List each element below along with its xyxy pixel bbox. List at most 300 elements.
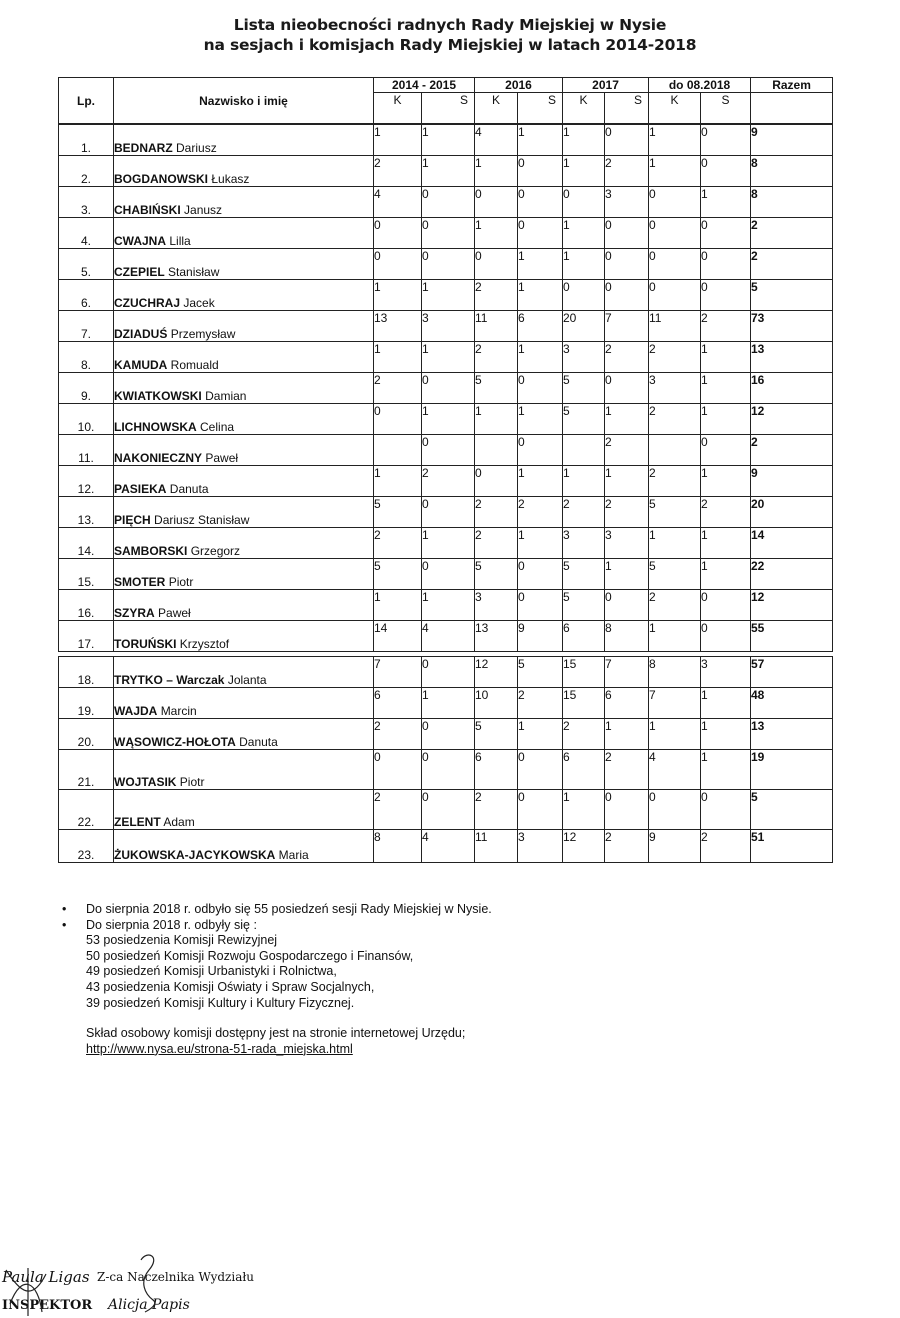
row-number: 16. [59, 590, 114, 621]
absence-k-2017 [563, 435, 605, 466]
councillor-given-name: Janusz [184, 203, 223, 217]
table-row [59, 249, 833, 280]
absence-k-2017: 5 [563, 373, 605, 404]
absence-k-2014-2015: 0 [374, 404, 422, 435]
absence-s-2016: 2 [518, 497, 563, 528]
councillor-given-name: Damian [205, 389, 247, 403]
absence-k-2017: 1 [563, 156, 605, 187]
row-number: 15. [59, 559, 114, 590]
absence-k-2018: 0 [649, 218, 701, 249]
absence-k-2014-2015: 0 [374, 218, 422, 249]
header-k: K [649, 93, 701, 124]
absence-s-2014-2015: 0 [422, 373, 475, 404]
absence-k-2014-2015: 14 [374, 621, 422, 652]
absence-total: 9 [751, 466, 833, 497]
absence-s-2014-2015: 4 [422, 621, 475, 652]
bullet-icon: • [62, 917, 67, 932]
absence-k-2018: 5 [649, 559, 701, 590]
absence-s-2017: 2 [605, 497, 649, 528]
absence-k-2017: 1 [563, 125, 605, 156]
table-row [59, 750, 833, 790]
absence-s-2016: 1 [518, 719, 563, 750]
absence-k-2017: 1 [563, 218, 605, 249]
absence-s-2018: 2 [701, 311, 751, 342]
absence-k-2014-2015: 0 [374, 750, 422, 790]
absence-k-2016: 6 [475, 750, 518, 790]
absence-s-2018: 1 [701, 559, 751, 590]
row-number: 4. [59, 218, 114, 249]
absence-s-2016: 0 [518, 750, 563, 790]
absence-s-2016: 1 [518, 280, 563, 311]
absence-s-2016: 1 [518, 466, 563, 497]
councillor-given-name: Adam [163, 815, 195, 829]
row-number: 2. [59, 156, 114, 187]
absence-k-2018: 1 [649, 621, 701, 652]
signature-right-name: Alicja Papis [108, 1297, 190, 1313]
absence-s-2018: 2 [701, 830, 751, 863]
absence-k-2018: 9 [649, 830, 701, 863]
commission-item: 49 posiedzeń Komisji Urbanistyki i Rolnictwa, [86, 964, 337, 979]
councillor-surname: SZYRA [114, 606, 155, 620]
document-title-line2: na sesjach i komisjach Rady Miejskiej w latach 2014-2018 [203, 36, 697, 54]
absence-s-2014-2015: 0 [422, 249, 475, 280]
absence-s-2018: 0 [701, 590, 751, 621]
absence-k-2018 [649, 435, 701, 466]
absence-total: 55 [751, 621, 833, 652]
absence-s-2018: 1 [701, 688, 751, 719]
absence-total: 51 [751, 830, 833, 863]
header-period-2014-2015: 2014 - 2015 [374, 78, 475, 93]
table-row [59, 497, 833, 528]
councillor-name [114, 790, 374, 830]
absence-k-2017: 15 [563, 688, 605, 719]
councillor-given-name: Paweł [205, 451, 239, 465]
row-number: 21. [59, 750, 114, 790]
councillor-surname: ŻUKOWSKA-JACYKOWSKA [114, 848, 276, 862]
absence-k-2014-2015: 6 [374, 688, 422, 719]
absence-total: 19 [751, 750, 833, 790]
councillor-name [114, 830, 374, 863]
absence-k-2016: 11 [475, 311, 518, 342]
absence-total: 2 [751, 249, 833, 280]
commission-item: 39 posiedzeń Komisji Kultury i Kultury Fizycznej. [86, 995, 355, 1010]
absence-k-2017: 1 [563, 249, 605, 280]
councillor-given-name: Stanisław [168, 265, 220, 279]
table-row [59, 621, 833, 652]
absence-s-2017: 3 [605, 187, 649, 218]
councillor-given-name: Dariusz [176, 141, 217, 155]
table-row [59, 156, 833, 187]
absence-k-2017: 5 [563, 404, 605, 435]
absence-k-2016: 2 [475, 497, 518, 528]
absence-s-2016: 2 [518, 688, 563, 719]
table-row [59, 688, 833, 719]
absence-s-2014-2015: 1 [422, 125, 475, 156]
councillor-name [114, 750, 374, 790]
absence-k-2018: 2 [649, 466, 701, 497]
absence-total: 5 [751, 280, 833, 311]
absence-k-2016 [475, 435, 518, 466]
absence-total: 8 [751, 156, 833, 187]
absence-k-2018: 8 [649, 657, 701, 688]
note-sessions-text: Do sierpnia 2018 r. odbyło się 55 posiedzeń sesji Rady Miejskiej w Nysie. [86, 902, 492, 916]
council-page-link[interactable]: http://www.nysa.eu/strona-51-rada_miejska.html [86, 1041, 353, 1056]
councillor-surname: CZEPIEL [114, 265, 165, 279]
absence-k-2014-2015: 5 [374, 497, 422, 528]
councillor-given-name: Krzysztof [179, 637, 230, 651]
commission-item: 53 posiedzenia Komisji Rewizyjnej [86, 933, 278, 948]
absence-s-2014-2015: 0 [422, 790, 475, 830]
header-s: S [422, 93, 475, 124]
absence-k-2017: 1 [563, 466, 605, 497]
absence-s-2017: 0 [605, 790, 649, 830]
absence-k-2018: 1 [649, 719, 701, 750]
councillor-surname: BOGDANOWSKI [114, 172, 208, 186]
absence-k-2017: 20 [563, 311, 605, 342]
absence-s-2014-2015: 0 [422, 750, 475, 790]
table-row [59, 559, 833, 590]
absence-k-2016: 2 [475, 790, 518, 830]
row-number: 8. [59, 342, 114, 373]
header-total-blank [751, 93, 833, 124]
absence-k-2018: 0 [649, 280, 701, 311]
absence-s-2017: 3 [605, 528, 649, 559]
absence-s-2014-2015: 4 [422, 830, 475, 863]
absence-s-2018: 1 [701, 466, 751, 497]
header-k: K [374, 93, 422, 124]
row-number: 14. [59, 528, 114, 559]
absence-k-2018: 2 [649, 342, 701, 373]
absence-s-2016: 1 [518, 125, 563, 156]
absence-s-2016: 0 [518, 790, 563, 830]
councillor-name [114, 249, 374, 280]
absence-k-2018: 4 [649, 750, 701, 790]
absence-s-2014-2015: 1 [422, 528, 475, 559]
absence-k-2017: 5 [563, 590, 605, 621]
absence-k-2018: 2 [649, 404, 701, 435]
document-title-line1: Lista nieobecności radnych Rady Miejskiej w Nysie [233, 16, 667, 34]
absence-k-2017: 12 [563, 830, 605, 863]
councillor-surname: TORUŃSKI [114, 637, 177, 651]
absence-s-2018: 1 [701, 750, 751, 790]
row-number: 19. [59, 688, 114, 719]
header-k: K [563, 93, 605, 124]
absence-k-2016: 2 [475, 528, 518, 559]
commission-item: 50 posiedzeń Komisji Rozwoju Gospodarczego i Finansów, [86, 948, 414, 963]
absence-k-2017: 15 [563, 657, 605, 688]
table-row [59, 590, 833, 621]
councillor-given-name: Romuald [170, 358, 219, 372]
absence-s-2017: 2 [605, 342, 649, 373]
absence-k-2016: 1 [475, 218, 518, 249]
absence-k-2018: 1 [649, 156, 701, 187]
absence-s-2016: 0 [518, 156, 563, 187]
absence-s-2016: 1 [518, 404, 563, 435]
councillor-surname: PIĘCH [114, 513, 151, 527]
councillor-name [114, 342, 374, 373]
absence-s-2016: 3 [518, 830, 563, 863]
absence-k-2014-2015: 2 [374, 156, 422, 187]
absence-k-2014-2015: 2 [374, 373, 422, 404]
absence-total: 57 [751, 657, 833, 688]
councillor-name [114, 311, 374, 342]
councillor-name [114, 373, 374, 404]
absence-k-2016: 4 [475, 125, 518, 156]
note-commissions [62, 918, 492, 934]
councillor-name [114, 497, 374, 528]
absence-s-2014-2015: 2 [422, 466, 475, 497]
absence-s-2014-2015: 0 [422, 435, 475, 466]
councillor-given-name: Paweł [158, 606, 191, 620]
absence-total: 20 [751, 497, 833, 528]
absence-s-2017: 2 [605, 750, 649, 790]
absence-s-2017: 7 [605, 657, 649, 688]
absence-s-2018: 0 [701, 156, 751, 187]
absence-k-2016: 0 [475, 466, 518, 497]
absence-s-2017: 2 [605, 435, 649, 466]
row-number: 3. [59, 187, 114, 218]
signature-left-role: INSPEKTOR [2, 1298, 93, 1313]
absence-k-2016: 2 [475, 280, 518, 311]
councillor-name [114, 218, 374, 249]
absence-k-2016: 0 [475, 249, 518, 280]
absence-s-2016: 0 [518, 590, 563, 621]
absence-s-2018: 1 [701, 373, 751, 404]
absence-s-2018: 0 [701, 790, 751, 830]
absence-s-2018: 1 [701, 404, 751, 435]
absence-k-2016: 3 [475, 590, 518, 621]
row-number: 9. [59, 373, 114, 404]
absence-s-2014-2015: 1 [422, 688, 475, 719]
councillor-surname: NAKONIECZNY [114, 451, 203, 465]
absence-s-2017: 2 [605, 156, 649, 187]
absence-s-2014-2015: 0 [422, 657, 475, 688]
absence-s-2016: 0 [518, 187, 563, 218]
absence-s-2017: 0 [605, 249, 649, 280]
absence-k-2018: 5 [649, 497, 701, 528]
absence-k-2014-2015: 1 [374, 342, 422, 373]
absence-k-2017: 3 [563, 342, 605, 373]
absence-k-2016: 10 [475, 688, 518, 719]
absence-s-2016: 6 [518, 311, 563, 342]
councillor-surname: CWAJNA [114, 234, 167, 248]
absence-s-2014-2015: 1 [422, 342, 475, 373]
table-row [59, 528, 833, 559]
absence-s-2014-2015: 0 [422, 497, 475, 528]
councillor-name [114, 590, 374, 621]
commission-item: 43 posiedzenia Komisji Oświaty i Spraw Socjalnych, [86, 979, 375, 994]
row-number: 18. [59, 657, 114, 688]
absence-k-2014-2015: 4 [374, 187, 422, 218]
absence-s-2014-2015: 0 [422, 559, 475, 590]
signature-scribble-icon [2, 1262, 57, 1318]
absence-s-2014-2015: 0 [422, 719, 475, 750]
absence-k-2018: 0 [649, 249, 701, 280]
councillor-given-name: Piotr [168, 575, 194, 589]
absence-k-2016: 0 [475, 187, 518, 218]
absence-s-2016: 1 [518, 342, 563, 373]
table-row [59, 657, 833, 688]
absence-s-2016: 0 [518, 373, 563, 404]
absence-s-2014-2015: 1 [422, 590, 475, 621]
councillor-surname: KAMUDA [114, 358, 168, 372]
table-row [59, 830, 833, 863]
absence-s-2016: 0 [518, 218, 563, 249]
row-number: 10. [59, 404, 114, 435]
councillor-surname: CZUCHRAJ [114, 296, 180, 310]
absence-total: 8 [751, 187, 833, 218]
councillor-surname: SMOTER [114, 575, 166, 589]
absence-k-2016: 1 [475, 404, 518, 435]
absence-k-2014-2015: 1 [374, 466, 422, 497]
absence-total: 9 [751, 125, 833, 156]
absence-k-2017: 6 [563, 621, 605, 652]
absence-s-2018: 2 [701, 497, 751, 528]
councillor-name [114, 404, 374, 435]
absence-k-2014-2015: 7 [374, 657, 422, 688]
absence-s-2016: 1 [518, 528, 563, 559]
absence-s-2018: 1 [701, 719, 751, 750]
absence-k-2017: 3 [563, 528, 605, 559]
row-number: 11. [59, 435, 114, 466]
councillor-given-name: Jacek [183, 296, 215, 310]
absence-s-2018: 0 [701, 125, 751, 156]
absence-s-2016: 0 [518, 435, 563, 466]
councillor-surname: KWIATKOWSKI [114, 389, 202, 403]
note-commissions-text: Do sierpnia 2018 r. odbyły się : [86, 917, 257, 932]
table-row [59, 435, 833, 466]
councillor-given-name: Lilla [169, 234, 191, 248]
row-number: 5. [59, 249, 114, 280]
absence-s-2016: 1 [518, 249, 563, 280]
signature-right-role: Z-ca Naczelnika Wydziału [97, 1270, 254, 1284]
absence-k-2017: 0 [563, 187, 605, 218]
absence-s-2018: 3 [701, 657, 751, 688]
absence-s-2018: 0 [701, 621, 751, 652]
councillor-surname: TRYTKO – Warczak [114, 673, 225, 687]
header-period-2017: 2017 [563, 78, 649, 93]
councillor-name [114, 435, 374, 466]
councillor-name [114, 559, 374, 590]
absence-k-2017: 2 [563, 719, 605, 750]
absence-k-2016: 2 [475, 342, 518, 373]
councillor-name [114, 280, 374, 311]
absence-s-2014-2015: 1 [422, 156, 475, 187]
absence-k-2018: 1 [649, 125, 701, 156]
absence-k-2014-2015: 1 [374, 280, 422, 311]
absence-total: 2 [751, 435, 833, 466]
councillor-surname: WOJTASIK [114, 775, 177, 789]
councillor-surname: CHABIŃSKI [114, 203, 181, 217]
councillor-surname: SAMBORSKI [114, 544, 188, 558]
absence-s-2016: 5 [518, 657, 563, 688]
absence-k-2018: 1 [649, 528, 701, 559]
row-number: 22. [59, 790, 114, 830]
councillor-given-name: Danuta [239, 735, 278, 749]
row-number: 23. [59, 830, 114, 863]
absence-s-2018: 0 [701, 435, 751, 466]
table-row [59, 790, 833, 830]
absence-s-2017: 0 [605, 280, 649, 311]
header-s: S [605, 93, 649, 124]
absence-total: 13 [751, 342, 833, 373]
row-number: 7. [59, 311, 114, 342]
absence-s-2017: 1 [605, 559, 649, 590]
absence-s-2017: 8 [605, 621, 649, 652]
absence-s-2014-2015: 0 [422, 187, 475, 218]
councillor-name [114, 688, 374, 719]
absence-s-2018: 1 [701, 342, 751, 373]
absence-k-2016: 11 [475, 830, 518, 863]
header-s: S [701, 93, 751, 124]
header-total: Razem [751, 78, 833, 93]
absence-k-2018: 0 [649, 187, 701, 218]
councillor-given-name: Celina [200, 420, 235, 434]
absence-total: 13 [751, 719, 833, 750]
councillor-given-name: Piotr [179, 775, 205, 789]
table-row [59, 466, 833, 497]
row-number: 13. [59, 497, 114, 528]
councillor-given-name: Łukasz [211, 172, 250, 186]
absence-s-2017: 0 [605, 373, 649, 404]
councillor-given-name: Grzegorz [190, 544, 241, 558]
absence-s-2016: 9 [518, 621, 563, 652]
absence-s-2017: 0 [605, 218, 649, 249]
absence-s-2017: 7 [605, 311, 649, 342]
absence-s-2018: 1 [701, 528, 751, 559]
absence-s-2014-2015: 1 [422, 404, 475, 435]
table-row [59, 125, 833, 156]
absence-k-2014-2015: 8 [374, 830, 422, 863]
absence-total: 22 [751, 559, 833, 590]
header-k: K [475, 93, 518, 124]
absence-k-2018: 2 [649, 590, 701, 621]
absence-total: 73 [751, 311, 833, 342]
councillor-given-name: Dariusz Stanisław [154, 513, 250, 527]
notes-section [62, 902, 492, 1057]
absence-k-2018: 7 [649, 688, 701, 719]
absence-total: 5 [751, 790, 833, 830]
absence-total: 12 [751, 590, 833, 621]
councillor-name [114, 466, 374, 497]
header-period-2016: 2016 [475, 78, 563, 93]
absence-k-2016: 5 [475, 719, 518, 750]
absence-k-2014-2015 [374, 435, 422, 466]
table-row [59, 342, 833, 373]
header-s: S [518, 93, 563, 124]
absence-total: 14 [751, 528, 833, 559]
absence-s-2014-2015: 0 [422, 218, 475, 249]
absence-total: 16 [751, 373, 833, 404]
absence-k-2016: 1 [475, 156, 518, 187]
councillor-name [114, 657, 374, 688]
absence-s-2017: 0 [605, 590, 649, 621]
absence-k-2017: 1 [563, 790, 605, 830]
councillor-name [114, 719, 374, 750]
absence-s-2017: 1 [605, 404, 649, 435]
absence-s-2017: 6 [605, 688, 649, 719]
absence-k-2016: 5 [475, 559, 518, 590]
table-row [59, 218, 833, 249]
absence-s-2014-2015: 3 [422, 311, 475, 342]
row-number: 17. [59, 621, 114, 652]
absence-s-2017: 1 [605, 466, 649, 497]
absence-s-2016: 0 [518, 559, 563, 590]
absence-k-2014-2015: 1 [374, 590, 422, 621]
row-number: 20. [59, 719, 114, 750]
absence-s-2018: 0 [701, 218, 751, 249]
absence-s-2017: 1 [605, 719, 649, 750]
